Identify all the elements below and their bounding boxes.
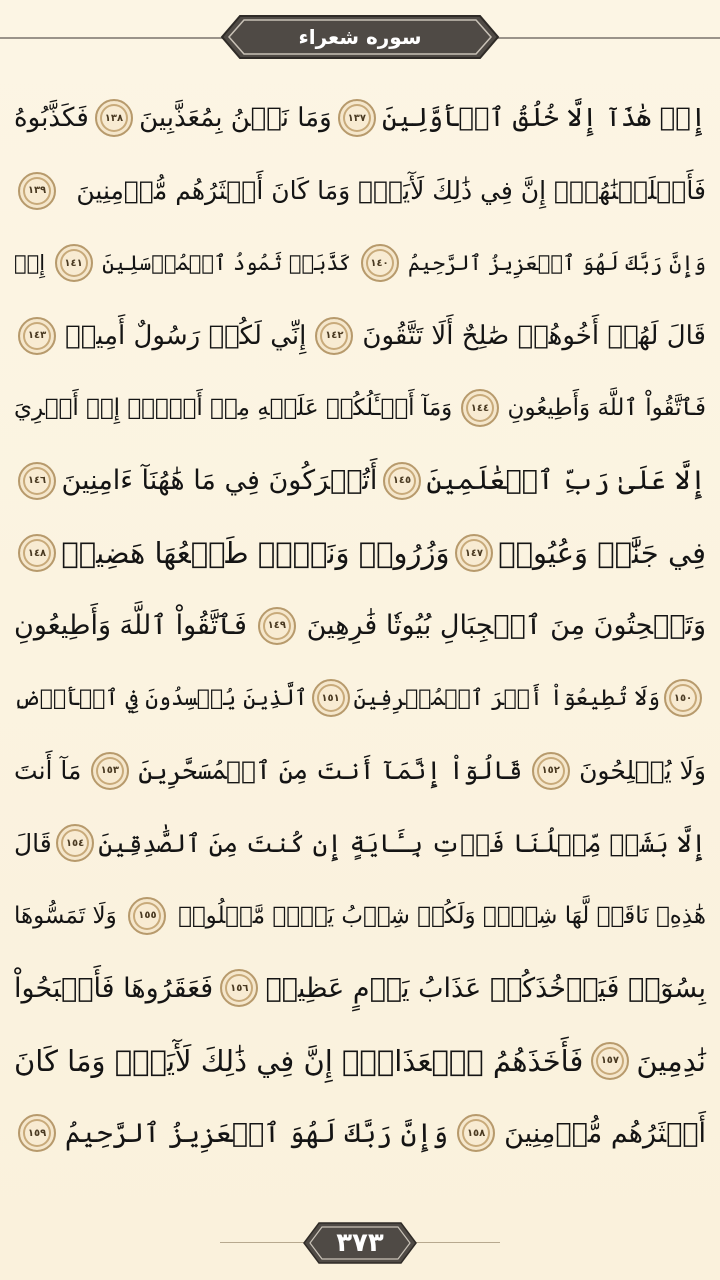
verse-line: [14, 1097, 706, 1170]
verse-text: أَكۡثَرُهُم مُّؤۡمِنِينَ: [504, 1117, 706, 1149]
verse-line: [14, 735, 706, 808]
verse-text: وَمَا نَحۡنُ بِمُعَذَّبِينَ: [139, 103, 332, 134]
ayah-number-marker: ١٤٣: [18, 317, 56, 355]
verse-line: [14, 300, 706, 373]
ayah-number-marker: ١٥٧: [591, 1042, 629, 1080]
verse-text: كَذَّبَتۡ ثَمُودُ ٱلۡمُرۡسَلِينَ: [102, 251, 351, 276]
verse-line: [14, 590, 706, 663]
ayah-number-marker: ١٥٥: [128, 897, 166, 935]
verse-text: فَأَهۡلَكۡنَٰهُمۡۚ إِنَّ فِي ذَٰلِكَ لَأٓيَةٗۖ وَمَا كَانَ أَكۡثَرُهُم مُّؤۡمِنِينَ: [76, 176, 706, 206]
verse-lines: [14, 82, 706, 1170]
verse-text: ٱلَّذِينَ يُفۡسِدُونَ فِي ٱلۡأَرۡضِ: [13, 685, 308, 711]
verse-text: وَلَا تُطِيعُوٓاْ أَمۡرَ ٱلۡمُسۡرِفِينَ: [353, 685, 660, 711]
verse-line: [14, 155, 706, 228]
verse-line: [14, 517, 706, 590]
verse-text: وَمَآ أَسۡـَٔلُكُمۡ عَلَيۡهِ مِنۡ أَجۡرٍۖ إِنۡ أَجۡرِيَ: [14, 395, 453, 422]
verse-text: وَلَا يُصۡلِحُونَ: [579, 756, 706, 786]
ayah-number-marker: ١٥٨: [457, 1114, 495, 1152]
verse-line: [14, 82, 706, 155]
verse-line: [14, 1025, 706, 1098]
ayah-number-marker: ١٤٥: [383, 462, 421, 500]
verse-text: قَالُوٓاْ إِنَّمَآ أَنتَ مِنَ ٱلۡمُسَحَّرِينَ: [138, 756, 523, 786]
page-number-badge: [303, 1222, 417, 1264]
ayah-number-marker: ١٣٨: [95, 99, 133, 137]
ayah-number-marker: ١٣٧: [338, 99, 376, 137]
verse-text: فَٱتَّقُواْ ٱللَّهَ وَأَطِيعُونِ: [507, 395, 706, 422]
verse-text: فَعَقَرُوهَا فَأَصۡبَحُواْ: [14, 972, 214, 1004]
verse-text: بِسُوٓءٖ فَيَأۡخُذَكُمۡ عَذَابُ يَوۡمٍ عَظِيمٖ: [265, 972, 706, 1004]
verse-text: فَأَخَذَهُمُ ٱلۡعَذَابُۚ إِنَّ فِي ذَٰلِكَ لَأٓيَةٗۖ وَمَا كَانَ: [14, 1043, 584, 1078]
verse-line: [14, 445, 706, 518]
ayah-number-marker: ١٥٣: [91, 752, 129, 790]
verse-text: وَزُرُوعٖ وَنَخۡلٖ طَلۡعُهَا هَضِيمٞ: [61, 536, 450, 571]
ayah-number-marker: ١٤٢: [315, 317, 353, 355]
verse-line: [14, 662, 706, 735]
verse-line: [14, 372, 706, 445]
surah-title: سوره شعراء: [298, 25, 422, 49]
ayah-number-marker: ١٥٢: [532, 752, 570, 790]
verse-text: وَلَا تَمَسُّوهَا: [14, 902, 117, 929]
ayah-number-marker: ١٥٦: [220, 969, 258, 1007]
verse-text: فَٱتَّقُواْ ٱللَّهَ وَأَطِيعُونِ: [14, 610, 247, 642]
verse-text: إِنِّي لَكُمۡ رَسُولٌ أَمِينٞ: [65, 320, 307, 351]
verse-text: فِي جَنَّٰتٖ وَعُيُونٖ: [498, 536, 706, 571]
verse-line: [14, 880, 706, 953]
verse-text: إِلَّا بَشَرٞ مِّثۡلُنَا فَأۡتِ بِـَٔايَةٍ إِن كُنتَ مِنَ ٱلصَّٰدِقِينَ: [98, 828, 706, 858]
verse-line: [14, 952, 706, 1025]
ayah-number-marker: ١٥٤: [56, 824, 94, 862]
ayah-number-marker: ١٤٧: [455, 534, 493, 572]
verse-text: أَتُتۡرَكُونَ فِي مَا هَٰهُنَآ ءَامِنِينَ: [61, 465, 378, 497]
ayah-number-marker: ١٤٩: [258, 607, 296, 645]
verse-text: وَتَنۡحِتُونَ مِنَ ٱلۡجِبَالِ بُيُوتٗا فَٰرِهِينَ: [306, 610, 706, 642]
verse-text: وَإِنَّ رَبَّكَ لَهُوَ ٱلۡعَزِيزُ ٱلرَّحِيمُ: [408, 251, 706, 276]
verse-text: فَكَذَّبُوهُ: [14, 103, 89, 134]
ayah-number-marker: ١٤٠: [361, 244, 399, 282]
verse-text: قَالَ: [14, 828, 52, 858]
ayah-number-marker: ١٥٩: [18, 1114, 56, 1152]
ayah-number-marker: ١٤٦: [18, 462, 56, 500]
ayah-number-marker: ١٥١: [312, 679, 350, 717]
ayah-number-marker: ١٤٤: [461, 389, 499, 427]
verse-text: وَإِنَّ رَبَّكَ لَهُوَ ٱلۡعَزِيزُ ٱلرَّحِيمُ: [64, 1117, 449, 1149]
verse-text: هَٰذِهِۦ نَاقَةٞ لَّهَا شِرۡبٞ وَلَكُمۡ شِرۡبُ يَوۡمٖ مَّعۡلُومٖ: [178, 902, 706, 929]
verse-text: نَٰدِمِينَ: [636, 1043, 706, 1078]
verse-text: إِنۡ هَٰذَآ إِلَّا خُلُقُ ٱلۡأَوَّلِينَ: [382, 103, 706, 134]
page-number: ٣٧٣: [336, 1228, 384, 1258]
verse-text: قَالَ لَهُمۡ أَخُوهُمۡ صَٰلِحٌ أَلَا تَتَّقُونَ: [362, 320, 706, 351]
verse-text: إِلَّا عَلَىٰ رَبِّ ٱلۡعَٰلَمِينَ: [426, 465, 706, 497]
ayah-number-marker: ١٤٨: [18, 534, 56, 572]
verse-line: [14, 807, 706, 880]
surah-banner[interactable]: [220, 14, 500, 60]
ayah-number-marker: ١٥٠: [664, 679, 702, 717]
verse-text: مَآ أَنتَ: [14, 756, 82, 786]
verse-line: [14, 227, 706, 300]
ayah-number-marker: ١٤١: [55, 244, 93, 282]
ayah-number-marker: ١٣٩: [18, 172, 56, 210]
verse-text: إِذۡ: [14, 251, 46, 276]
